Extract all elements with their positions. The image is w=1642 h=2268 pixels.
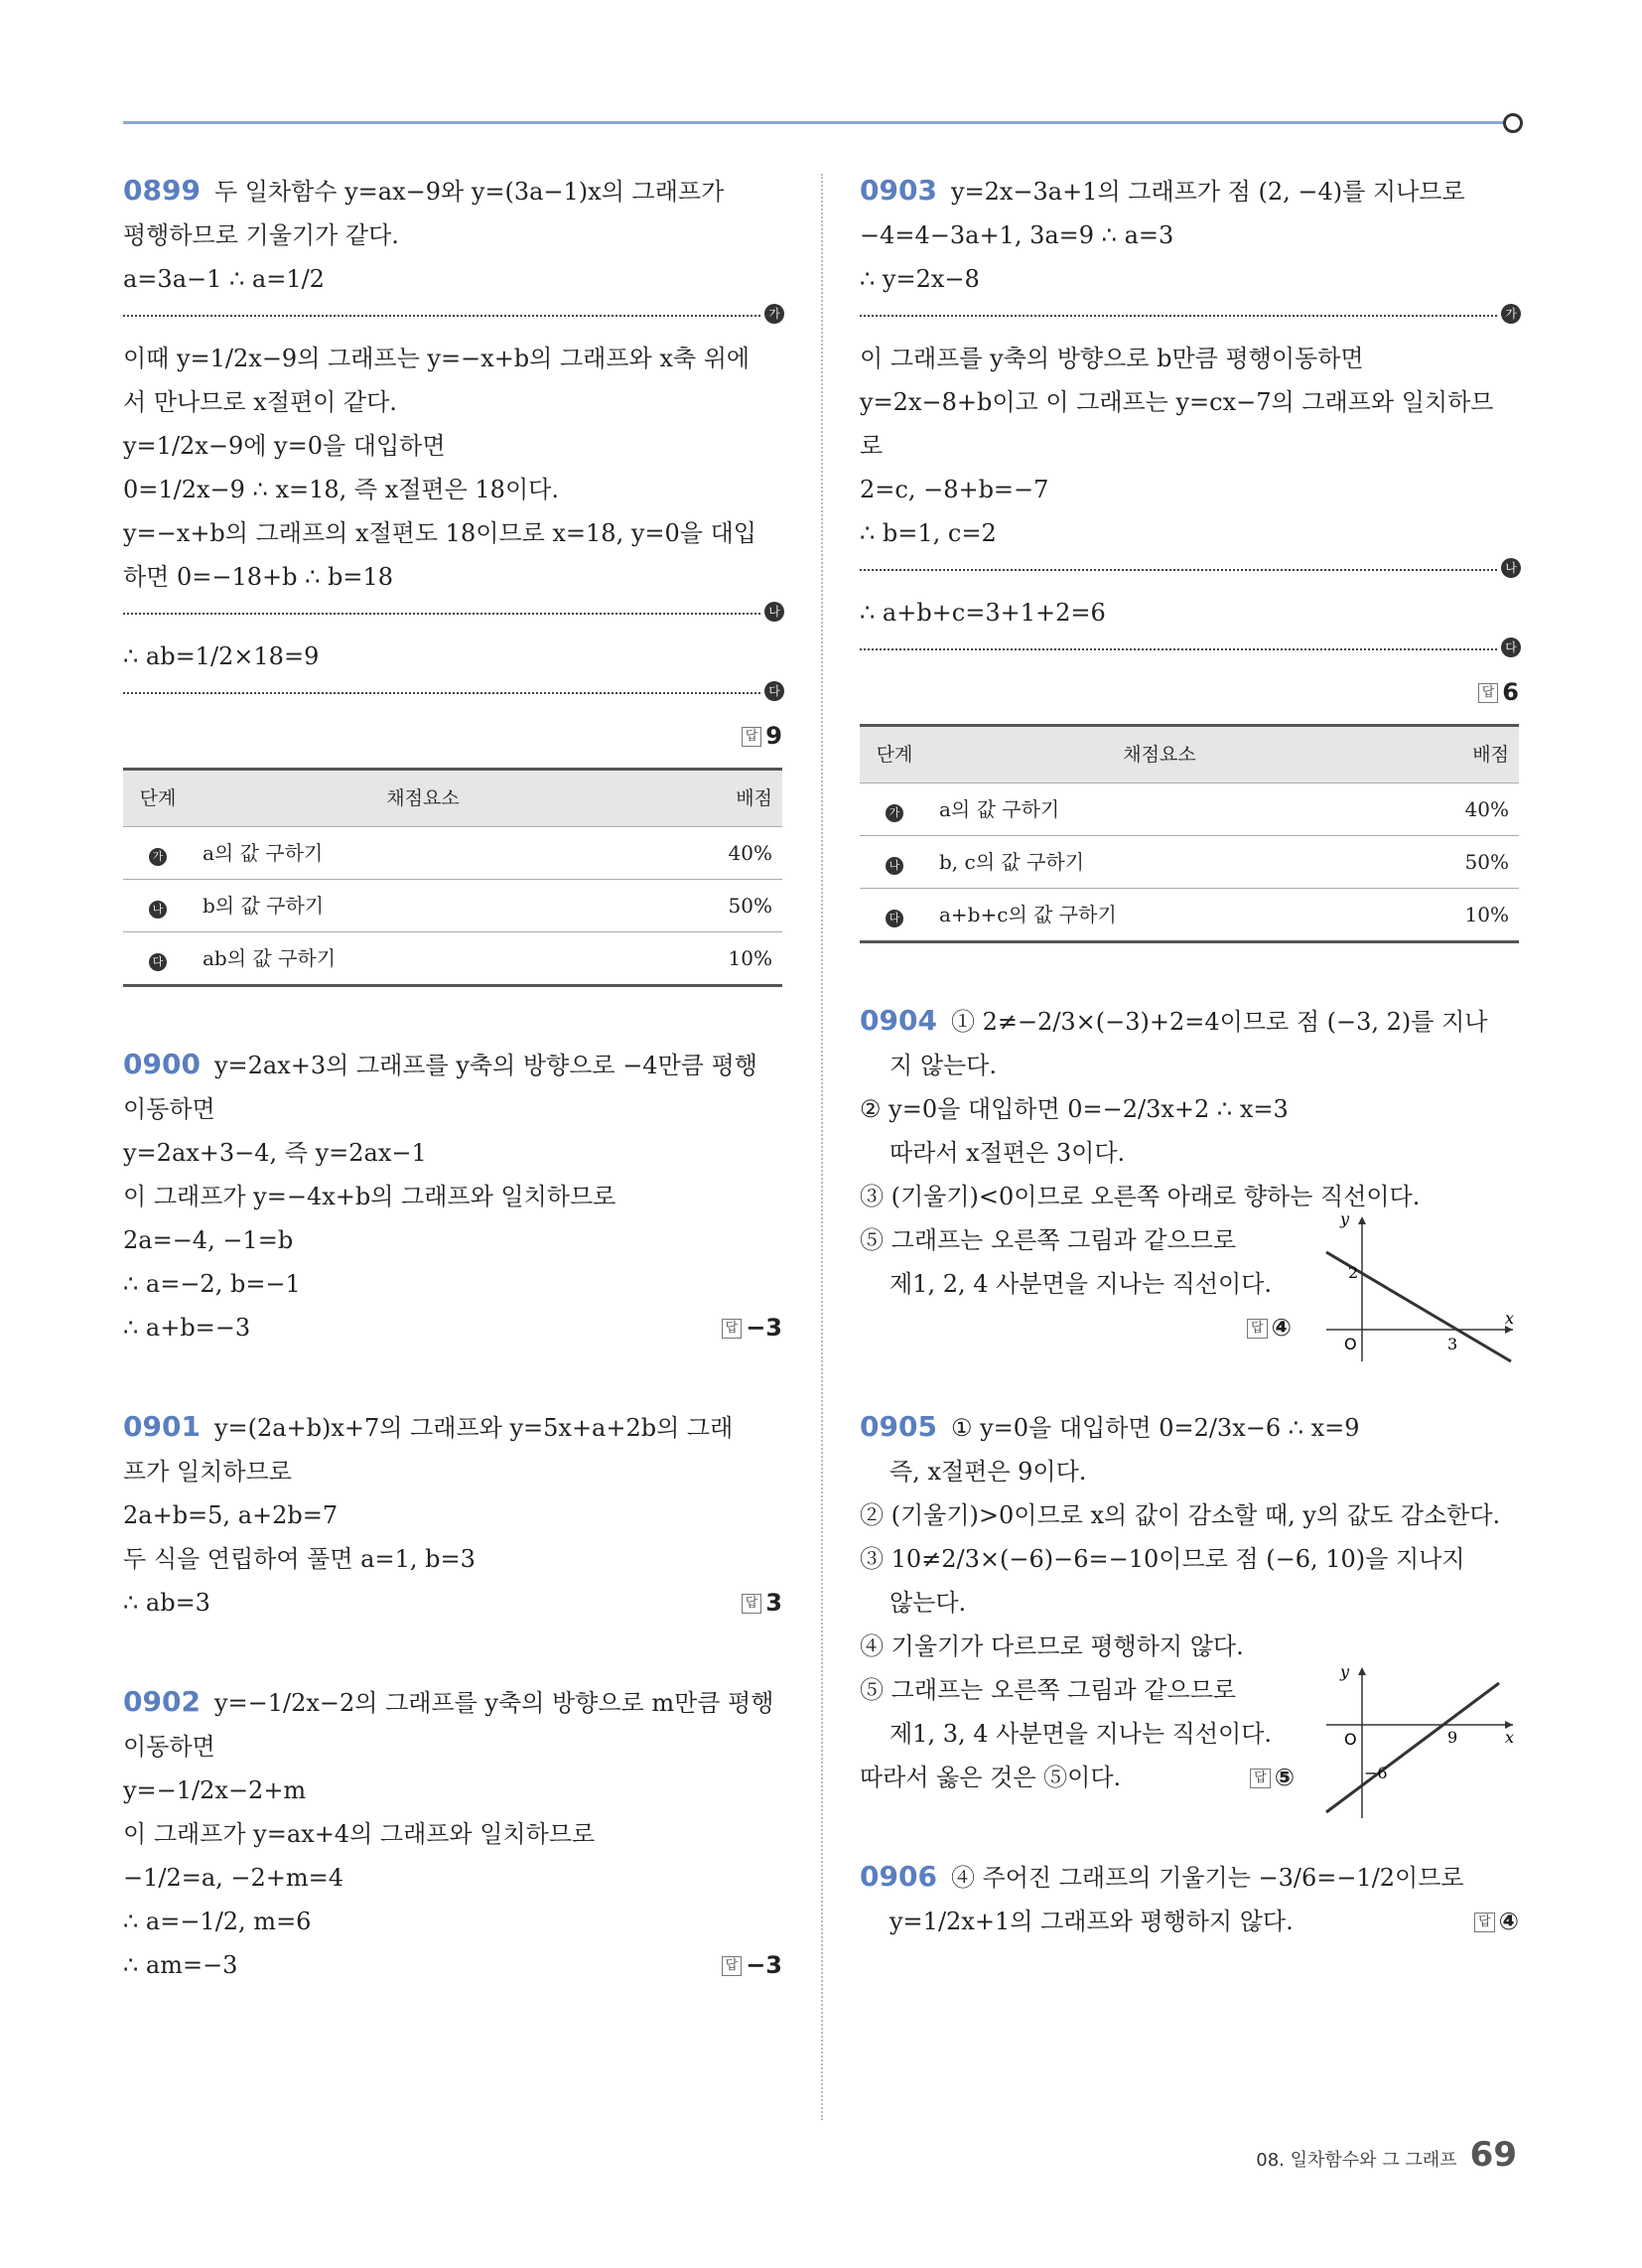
problem-number: 0900 [123,1048,201,1080]
answer-icon: 답 [1474,1913,1495,1932]
problem-0899: 0899 두 일차함수 y=ax−9와 y=(3a−1)x의 그래프가 평행하므로 기울기가 같다. a=3a−1 ∴ a=1/2 가 이때 y=1/2x−9의 그래프는 y=−x+b의 그래프와 x축 위에 서 만나므로 x절편이 같다. y=1/2x−9에 y=0을 대입하면 0=1/2x−9 ∴ x=18, 즉 x절편은 18이다. y=−x+b의 그래프의 x절편도 18이므로 x=18, y=0을 대입 하면 0=−18+b ∴ b=18 나 ∴ ab=1/2×18=9 다 답 9 단계 채점요소 배점 가 a의 값 구하기 40% 나 b의 값 구하기 50% 다 ab의 값 구하기 10% [123,169,782,987]
scoring-table: 단계 채점요소 배점 가 a의 값 구하기 40% 나 b의 값 구하기 50% 다 ab의 값 구하기 10% [123,768,782,987]
top-rule [123,121,1513,124]
answer: 답 ⑤ [1250,1764,1295,1791]
scoring-table: 단계 채점요소 배점 가 a의 값 구하기 40% 나 b, c의 값 구하기 50% 다 a+b+c의 값 구하기 10% [860,724,1519,943]
step-mark-ga: 가 [764,304,784,324]
y-axis-arrow [1358,1216,1366,1224]
answer: 답 9 [123,714,782,758]
table-row: 나 b, c의 값 구하기 50% [860,836,1519,889]
answer: 답 ④ [1247,1314,1292,1342]
problem-0906: 0906 ④ 주어진 그래프의 기울기는 −3/6=−1/2이므로 y=1/2x+1의 그래프와 평행하지 않다. 답 ④ [860,1855,1519,1943]
problem-number: 0904 [860,1004,937,1037]
problem-number: 0901 [123,1410,201,1443]
answer: 답 6 [860,670,1519,714]
y-label: y [1340,1212,1350,1228]
x-intercept-label: 3 [1447,1335,1458,1353]
step-divider [123,605,780,619]
problem-0903: 0903 y=2x−3a+1의 그래프가 점 (2, −4)를 지나므로 −4=4−3a+1, 3a=9 ∴ a=3 ∴ y=2x−8 가 이 그래프를 y축의 방향으로 b만큼 평행이동하면 y=2x−8+b이고 이 그래프는 y=cx−7의 그래프와 일치하므 로 2=c, −8+b=−7 ∴ b=1, c=2 나 ∴ a+b+c=3+1+2=6 다 답 6 단계 채점요소 배점 가 a의 값 구하기 40% 나 b, c의 값 구하기 50% 다 a+b+c의 값 구하기 10% [860,169,1519,943]
chapter-title: 08. 일차함수와 그 그래프 [1256,2150,1457,2171]
problem-0905: 0905 ① y=0을 대입하면 0=2/3x−6 ∴ x=9 즉, x절편은 9이다. ② (기울기)>0이므로 x의 값이 감소할 때, y의 값도 감소한다. ③ 10≠2/3×(−6)−6=−10이므로 점 (−6, 10)을 지나지 않는다. ④ 기울기가 다르므로 평행하지 않다. ⑤ 그래프는 오른쪽 그림과 같으므로 제1, 3, 4 사분면을 지나는 직선이다. 따라서 옳은 것은 ⑤이다. 답 ⑤ y x O −6 9 [860,1405,1519,1799]
problem-0901: 0901 y=(2a+b)x+7의 그래프와 y=5x+a+2b의 그래 프가 일치하므로 2a+b=5, a+2b=7 두 식을 연립하여 풀면 a=1, b=3 ∴ ab=3 답 3 [123,1405,782,1625]
step-divider [123,307,780,321]
answer: 답 −3 [722,1943,782,1987]
answer-icon: 답 [722,1956,743,1976]
answer-icon: 답 [1247,1319,1268,1339]
step-mark-na: 나 [764,602,784,622]
graph-0905 [1316,1663,1520,1822]
x-label: x [1505,1309,1515,1328]
x-intercept-label: 9 [1447,1728,1458,1747]
table-row: 가 a의 값 구하기 40% [860,783,1519,836]
step-mark-da: 다 [1501,638,1521,657]
problem-number: 0906 [860,1860,937,1893]
answer-icon: 답 [722,1319,743,1339]
problem-number: 0903 [860,174,937,207]
origin-label: O [1344,1730,1357,1749]
answer: 답 3 [742,1581,782,1625]
page-number: 69 [1469,2135,1517,2175]
answer-icon: 답 [742,1594,762,1614]
right-column [860,169,1519,1999]
top-rule-dot [1503,113,1523,133]
answer-icon: 답 [742,727,762,747]
step-divider [860,307,1517,321]
table-row: 다 ab의 값 구하기 10% [123,932,782,986]
y-intercept-label: 2 [1348,1263,1359,1282]
left-column [123,169,782,2043]
table-row: 다 a+b+c의 값 구하기 10% [860,889,1519,942]
answer-icon: 답 [1478,683,1499,703]
step-mark-da: 다 [764,681,784,701]
problem-number: 0905 [860,1410,937,1443]
problem-number: 0902 [123,1685,201,1718]
answer: 답 ④ [1474,1900,1519,1943]
y-axis-arrow [1358,1667,1366,1675]
x-label: x [1505,1728,1515,1747]
step-divider [860,640,1517,654]
page-footer [1256,2135,1517,2175]
table-row: 가 a의 값 구하기 40% [123,827,782,880]
column-divider [821,174,823,2120]
y-intercept-label: −6 [1364,1764,1388,1782]
graph-0904 [1316,1212,1520,1366]
step-mark-na: 나 [1501,558,1521,578]
answer: 답 −3 [722,1306,782,1349]
step-divider [860,561,1517,575]
problem-0904: 0904 ① 2≠−2/3×(−3)+2=4이므로 점 (−3, 2)를 지나 지 않는다. ② y=0을 대입하면 0=−2/3x+2 ∴ x=3 따라서 x절편은 3이다. ③ (기울기)<0이므로 오른쪽 아래로 향하는 직선이다. ⑤ 그래프는 오른쪽 그림과 같으므로 제1, 2, 4 사분면을 지나는 직선이다. 답 ④ y x O 2 3 [860,999,1519,1349]
answer-icon: 답 [1250,1769,1271,1788]
problem-number: 0899 [123,174,201,207]
problem-0902: 0902 y=−1/2x−2의 그래프를 y축의 방향으로 m만큼 평행 이동하면 y=−1/2x−2+m 이 그래프가 y=ax+4의 그래프와 일치하므로 −1/2=a, −2+m=4 ∴ a=−1/2, m=6 ∴ am=−3 답 −3 [123,1680,782,1987]
table-row: 나 b의 값 구하기 50% [123,880,782,932]
step-divider [123,684,780,698]
y-label: y [1340,1663,1350,1681]
step-mark-ga: 가 [1501,304,1521,324]
problem-0900: 0900 y=2ax+3의 그래프를 y축의 방향으로 −4만큼 평행 이동하면 y=2ax+3−4, 즉 y=2ax−1 이 그래프가 y=−4x+b의 그래프와 일치하므로 2a=−4, −1=b ∴ a=−2, b=−1 ∴ a+b=−3 답 −3 [123,1043,782,1349]
origin-label: O [1344,1335,1357,1353]
